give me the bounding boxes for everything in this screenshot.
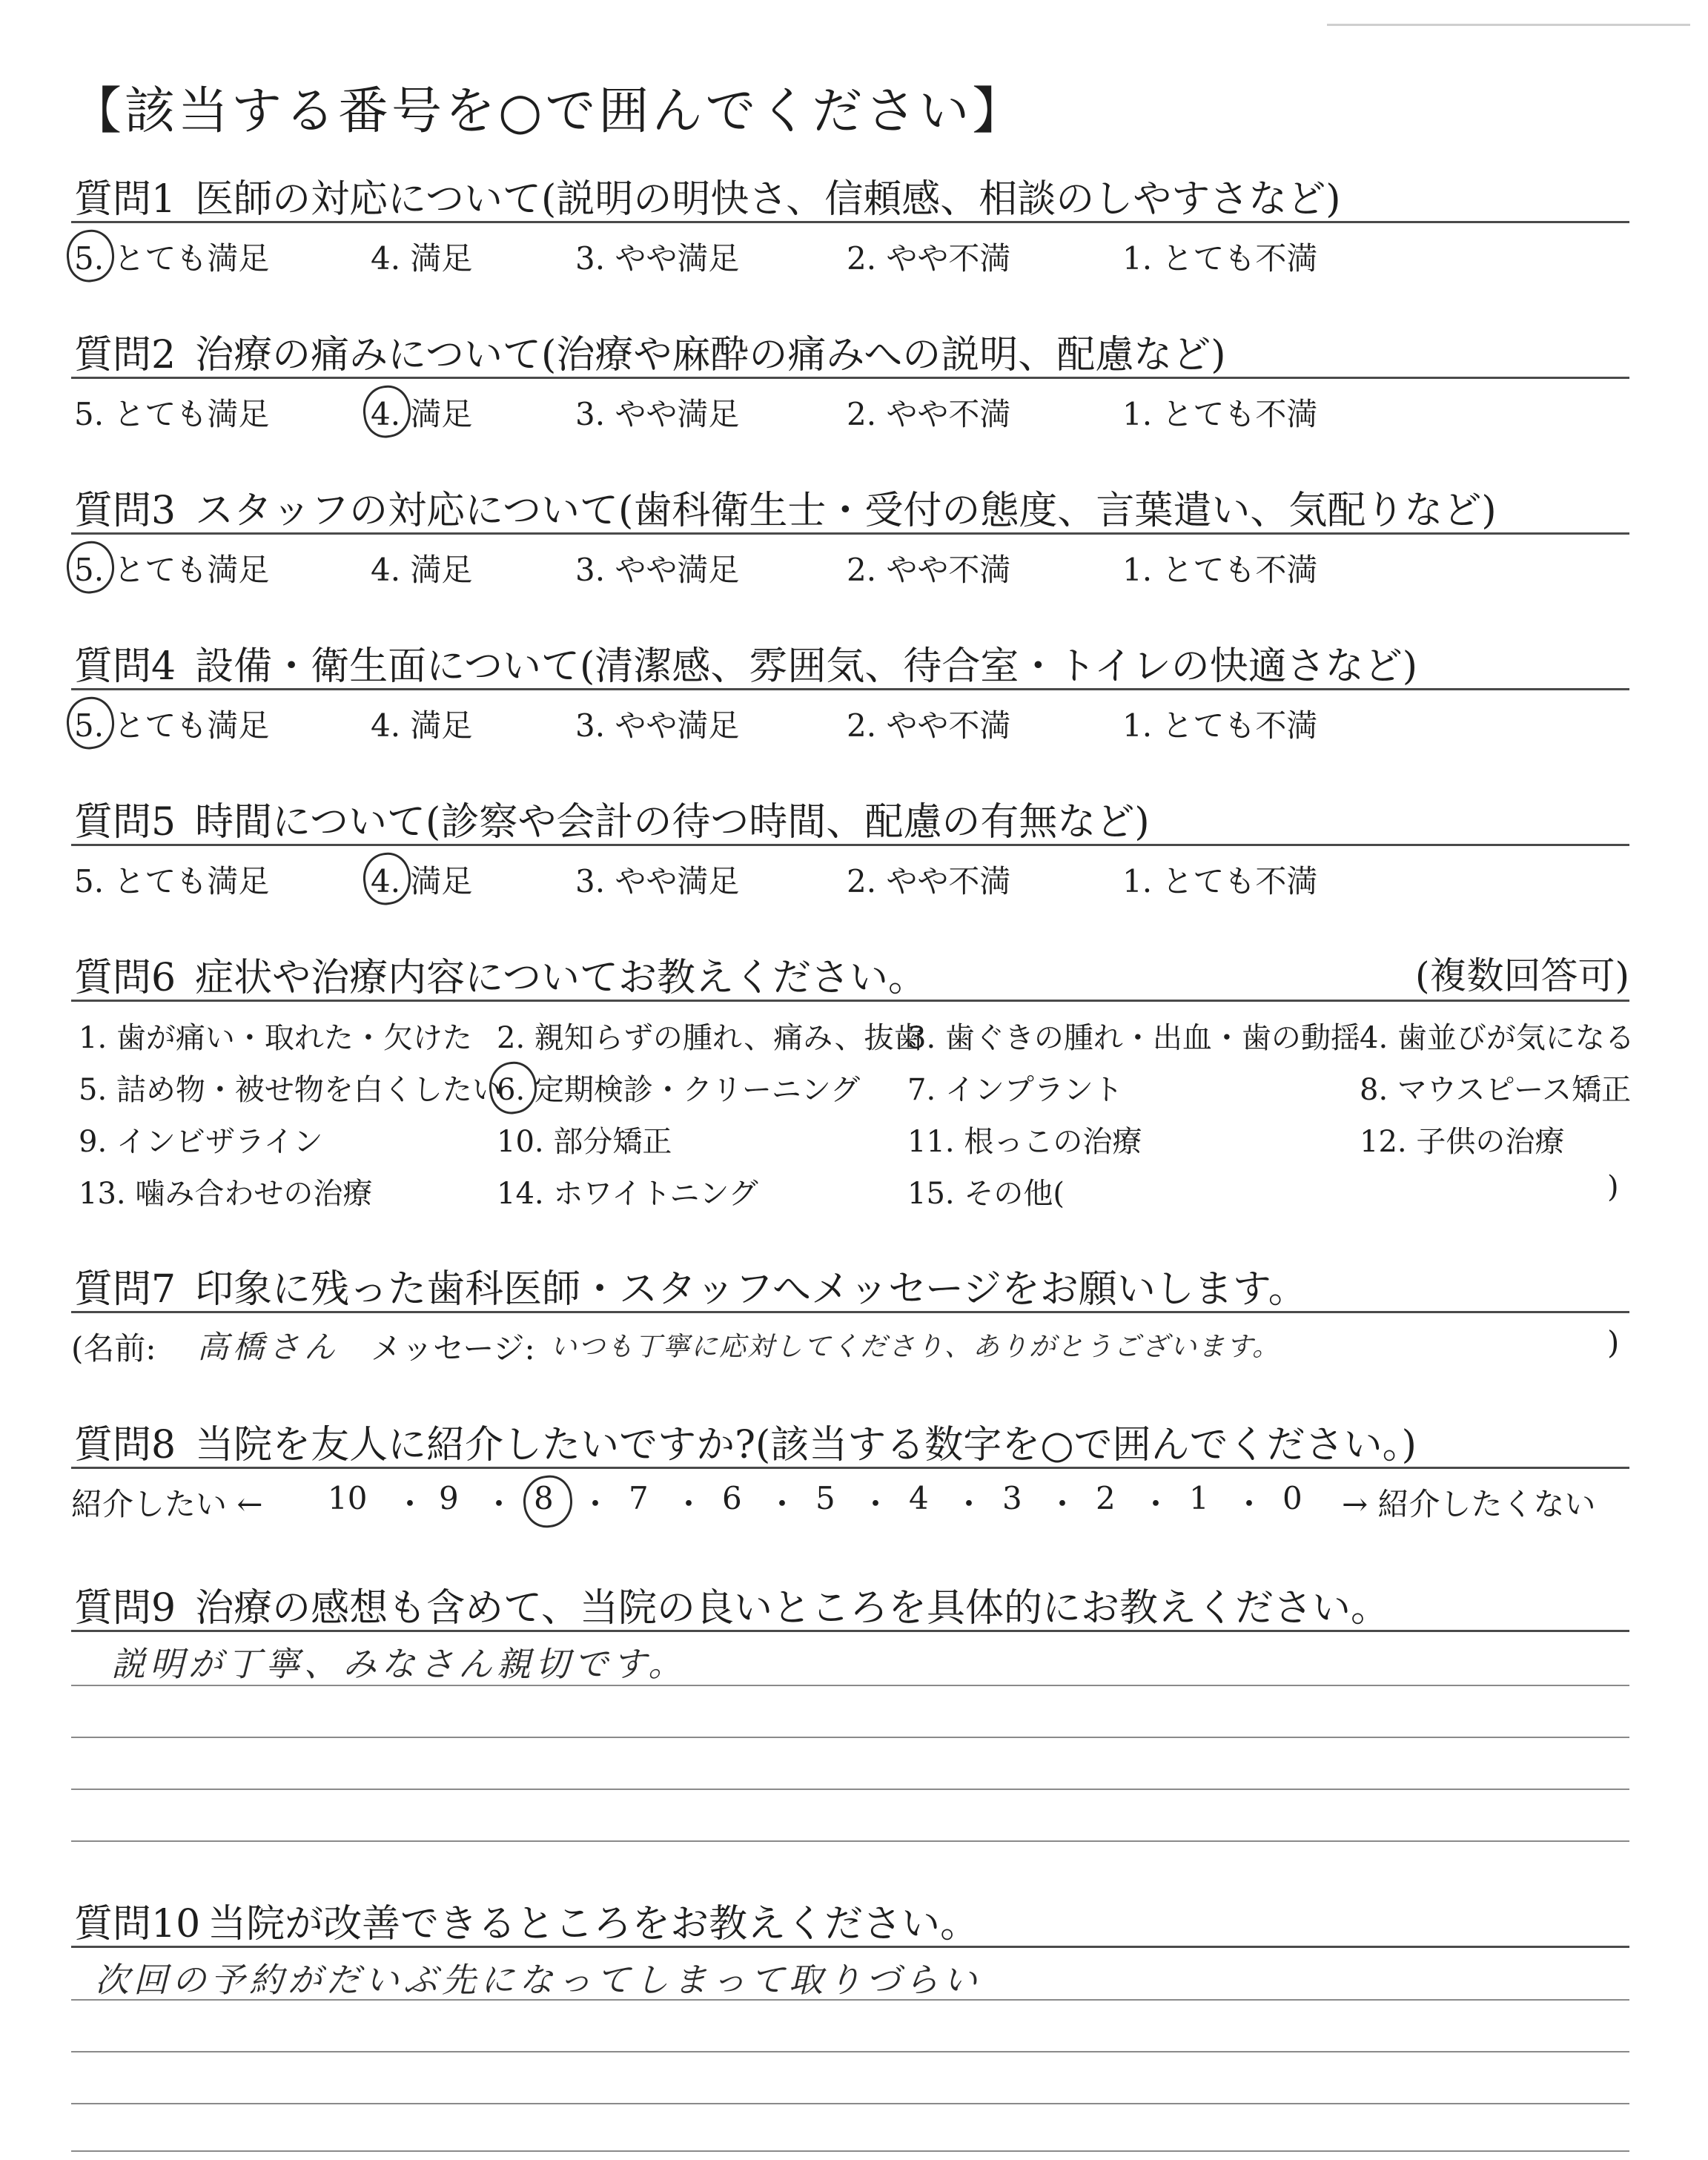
q8-number: 質問8 xyxy=(74,1423,176,1467)
q9-number: 質問9 xyxy=(74,1586,176,1631)
q2-option-1[interactable]: 1. とても不満 xyxy=(1122,396,1318,432)
q5-number: 質問5 xyxy=(74,800,176,845)
q3-text: スタッフの対応について(歯科衛生士・受付の態度、言葉遣い、気配りなど) xyxy=(195,489,1497,533)
q8-right-label: → 紹介したくない xyxy=(1342,1486,1596,1522)
q9-answer[interactable]: 説明が丁寧、みなさん親切です。 xyxy=(111,1644,687,1684)
q8-scale-9[interactable]: 9 xyxy=(439,1480,459,1516)
q10-answer-line xyxy=(71,2103,1629,2104)
q9-answer-line xyxy=(71,1789,1629,1790)
q6-option-11[interactable]: 11. 根っこの治療 xyxy=(907,1125,1142,1159)
q8-scale-3[interactable]: 3 xyxy=(1002,1480,1022,1516)
q8-scale-4[interactable]: 4 xyxy=(909,1480,929,1516)
q3-option-3[interactable]: 3. やや満足 xyxy=(575,552,740,588)
q9-answer-line xyxy=(71,1685,1629,1686)
q9-text: 治療の感想も含めて、当院の良いところを具体的にお教えください。 xyxy=(195,1586,1390,1631)
q3-option-4[interactable]: 4. 満足 xyxy=(371,552,473,588)
q8-scale-8[interactable]: 8 xyxy=(534,1480,554,1516)
q7-title xyxy=(74,1258,1307,1313)
q8-text: 当院を友人に紹介したいですか?(該当する数字を○で囲んでください。) xyxy=(195,1423,1417,1467)
q6-title xyxy=(74,946,927,1002)
q8-scale-10[interactable]: 10 xyxy=(328,1480,368,1516)
q6-rule xyxy=(71,1000,1629,1002)
q8-scale-1[interactable]: 1 xyxy=(1189,1480,1209,1516)
q6-option-15[interactable]: 15. その他( xyxy=(907,1177,1065,1211)
q8-separator: ・ xyxy=(1234,1486,1265,1522)
q7-rule xyxy=(71,1311,1629,1313)
q4-option-5[interactable]: 5. とても満足 xyxy=(74,701,269,746)
q4-option-3[interactable]: 3. やや満足 xyxy=(575,707,740,744)
q2-rule xyxy=(71,377,1629,379)
q6-option-4[interactable]: 4. 歯並びが気になる xyxy=(1360,1021,1635,1055)
q7-number: 質問7 xyxy=(74,1267,176,1312)
q10-answer[interactable]: 次回の予約がだいぶ先になってしまって取りづらい xyxy=(95,1960,982,2000)
q8-left-label: 紹介したい ← xyxy=(71,1486,263,1522)
q1-text: 医師の対応について(説明の明快さ、信頼感、相談のしやすさなど) xyxy=(195,177,1341,222)
q10-number: 質問10 xyxy=(74,1902,201,1946)
q3-option-2[interactable]: 2. やや不満 xyxy=(847,552,1011,588)
q4-option-2[interactable]: 2. やや不満 xyxy=(847,707,1011,744)
q6-option-12[interactable]: 12. 子供の治療 xyxy=(1360,1125,1565,1159)
q10-answer-line xyxy=(71,2150,1629,2152)
form-header: 【該当する番号を○で囲んでください】 xyxy=(71,82,1026,141)
q5-option-2[interactable]: 2. やや不満 xyxy=(847,863,1011,899)
q9-title xyxy=(74,1576,1389,1632)
q5-title xyxy=(74,790,1150,846)
q8-scale-2[interactable]: 2 xyxy=(1096,1480,1116,1516)
q8-rule xyxy=(71,1467,1629,1469)
q7-text: 印象に残った歯科医師・スタッフへメッセージをお願いします。 xyxy=(195,1267,1307,1312)
q6-option-9[interactable]: 9. インビザライン xyxy=(79,1125,323,1159)
q6-option-14[interactable]: 14. ホワイトニング xyxy=(497,1177,758,1211)
q3-title xyxy=(74,479,1497,535)
q4-option-1[interactable]: 1. とても不満 xyxy=(1122,707,1318,744)
q9-answer-line xyxy=(71,1840,1629,1842)
q4-rule xyxy=(71,688,1629,690)
q10-text: 当院が改善できるところをお教えください。 xyxy=(208,1902,979,1946)
q8-scale-7[interactable]: 7 xyxy=(629,1480,649,1516)
q5-rule xyxy=(71,844,1629,846)
q8-separator: ・ xyxy=(1140,1486,1172,1522)
q8-separator: ・ xyxy=(860,1486,892,1522)
q8-separator: ・ xyxy=(483,1486,515,1522)
q6-other-close-paren: ) xyxy=(1607,1170,1619,1204)
q8-separator: ・ xyxy=(394,1486,426,1522)
q6-text: 症状や治療内容についてお教えください。 xyxy=(195,956,927,1000)
q8-scale-5[interactable]: 5 xyxy=(815,1480,835,1516)
q6-option-5[interactable]: 5. 詰め物・被せ物を白くしたい xyxy=(79,1073,502,1107)
q8-title xyxy=(74,1413,1417,1469)
q10-answer-line xyxy=(71,2051,1629,2052)
q2-option-5[interactable]: 5. とても満足 xyxy=(74,396,270,432)
q8-separator: ・ xyxy=(673,1486,705,1522)
q4-number: 質問4 xyxy=(74,644,176,689)
q2-number: 質問2 xyxy=(74,333,176,377)
q8-separator: ・ xyxy=(580,1486,612,1522)
q1-title xyxy=(74,168,1341,223)
q6-multiple-answers-note: (複数回答可) xyxy=(1414,954,1629,997)
q4-text: 設備・衛生面について(清潔感、雰囲気、待合室・トイレの快適さなど) xyxy=(195,644,1418,689)
q7-close-paren: ) xyxy=(1607,1324,1620,1361)
q6-option-10[interactable]: 10. 部分矯正 xyxy=(497,1125,672,1159)
q1-rule xyxy=(71,221,1629,223)
q7-message-label: メッセージ: xyxy=(371,1330,535,1367)
q1-option-4[interactable]: 4. 満足 xyxy=(371,240,473,277)
q1-option-1[interactable]: 1. とても不満 xyxy=(1122,240,1318,277)
q6-option-3[interactable]: 3. 歯ぐきの腫れ・出血・歯の動揺 xyxy=(907,1021,1360,1055)
q6-option-1[interactable]: 1. 歯が痛い・取れた・欠けた xyxy=(79,1021,472,1055)
q1-option-2[interactable]: 2. やや不満 xyxy=(847,240,1011,277)
q5-option-3[interactable]: 3. やや満足 xyxy=(575,863,740,899)
scan-edge-line xyxy=(1327,24,1690,26)
q5-option-1[interactable]: 1. とても不満 xyxy=(1122,863,1318,899)
q9-answer-line xyxy=(71,1737,1629,1738)
q8-separator: ・ xyxy=(1047,1486,1079,1522)
q6-option-13[interactable]: 13. 噛み合わせの治療 xyxy=(79,1177,373,1211)
q2-option-4[interactable]: 4. 満足 xyxy=(371,390,472,435)
q2-text: 治療の痛みについて(治療や麻酔の痛みへの説明、配慮など) xyxy=(195,333,1226,377)
q4-title xyxy=(74,635,1417,690)
q6-option-8[interactable]: 8. マウスピース矯正 xyxy=(1360,1073,1632,1107)
q10-answer-line xyxy=(71,1999,1629,2001)
q3-option-5[interactable]: 5. とても満足 xyxy=(74,546,269,590)
q10-title xyxy=(74,1892,979,1948)
q7-message-value[interactable]: いつも丁寧に応対してくださり、ありがとうございます。 xyxy=(550,1332,1281,1362)
q1-option-5[interactable]: 5. とても満足 xyxy=(74,234,269,279)
q2-option-2[interactable]: 2. やや不満 xyxy=(847,396,1011,432)
q6-option-2[interactable]: 2. 親知らずの腫れ、痛み、抜歯 xyxy=(497,1021,924,1055)
q7-name-label: (名前: xyxy=(71,1330,156,1367)
q8-separator: ・ xyxy=(953,1486,985,1522)
q8-scale-6[interactable]: 6 xyxy=(722,1480,742,1516)
q5-text: 時間について(診察や会計の待つ時間、配慮の有無など) xyxy=(195,800,1150,845)
q8-separator: ・ xyxy=(767,1486,798,1522)
q3-number: 質問3 xyxy=(74,489,176,533)
q7-name-value[interactable]: 高橋さん xyxy=(197,1329,340,1365)
q6-number: 質問6 xyxy=(74,956,176,1000)
q8-scale-0[interactable]: 0 xyxy=(1282,1480,1302,1516)
q3-rule xyxy=(71,532,1629,535)
q5-option-4[interactable]: 4. 満足 xyxy=(371,857,472,902)
q6-option-6[interactable]: 6. 定期検診・クリーニング xyxy=(497,1066,860,1109)
q3-option-1[interactable]: 1. とても不満 xyxy=(1122,552,1318,588)
q10-rule xyxy=(71,1946,1629,1948)
q6-option-7[interactable]: 7. インプラント xyxy=(907,1073,1123,1107)
q1-option-3[interactable]: 3. やや満足 xyxy=(575,240,740,277)
q2-option-3[interactable]: 3. やや満足 xyxy=(575,396,740,432)
q9-rule xyxy=(71,1630,1629,1632)
q4-option-4[interactable]: 4. 満足 xyxy=(371,707,473,744)
q2-title xyxy=(74,323,1226,379)
q1-number: 質問1 xyxy=(74,177,176,222)
q5-option-5[interactable]: 5. とても満足 xyxy=(74,863,270,899)
